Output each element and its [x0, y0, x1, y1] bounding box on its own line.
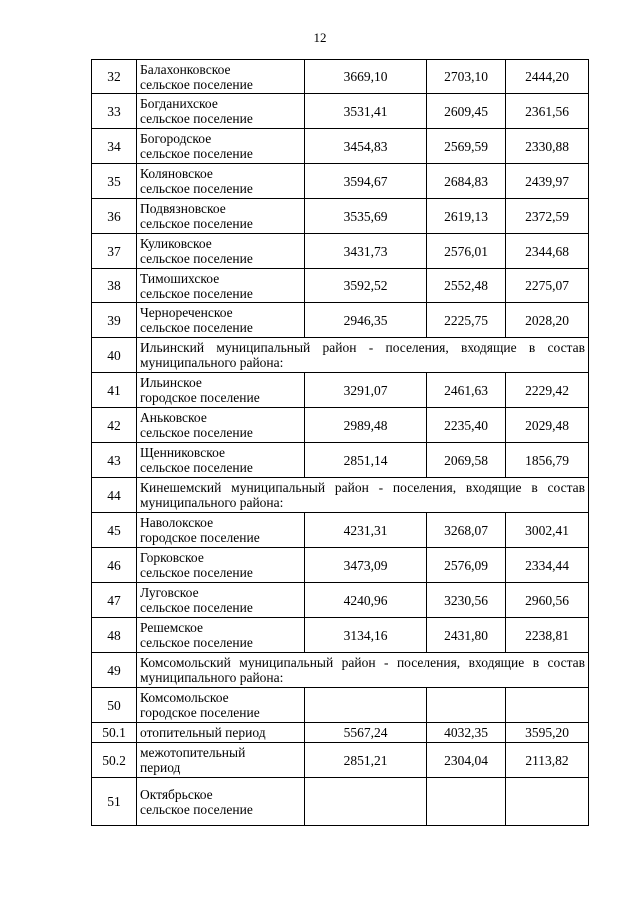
settlement-name-line: Горковское — [140, 550, 204, 565]
settlement-name — [137, 443, 305, 478]
value-col-3: 1856,79 — [506, 443, 589, 478]
district-header: Комсомольский муниципальный район - поселения, входящие в состав муниципального района: — [137, 653, 589, 688]
settlement-name — [137, 373, 305, 408]
settlement-name — [137, 303, 305, 338]
settlement-name-line: сельское поселение — [140, 600, 253, 615]
settlement-name-line: Аньковское — [140, 410, 207, 425]
settlement-name-line: Коляновское — [140, 166, 213, 181]
settlement-name-line: Подвязновское — [140, 201, 226, 216]
value-col-1: 2946,35 — [305, 303, 427, 338]
value-col-2: 2569,59 — [427, 129, 506, 164]
value-col-1 — [305, 688, 427, 723]
value-col-3: 2029,48 — [506, 408, 589, 443]
table-row — [92, 269, 589, 303]
table-row — [92, 129, 589, 164]
settlement-name — [137, 743, 305, 778]
settlement-name — [137, 164, 305, 199]
settlement-name-line: городское поселение — [140, 390, 260, 405]
row-number: 35 — [92, 164, 137, 199]
settlement-name-line: сельское поселение — [140, 801, 253, 817]
value-col-1: 3454,83 — [305, 129, 427, 164]
value-col-2: 2576,09 — [427, 548, 506, 583]
settlement-name-line: период — [140, 760, 181, 775]
value-col-1: 3531,41 — [305, 94, 427, 129]
district-header: Кинешемский муниципальный район - поселения, входящие в состав муниципального района: — [137, 478, 589, 513]
settlement-name-line: Комсомольское — [140, 690, 229, 705]
table-row — [92, 164, 589, 199]
value-col-1: 2851,14 — [305, 443, 427, 478]
value-col-2: 2576,01 — [427, 234, 506, 269]
settlement-name — [137, 723, 305, 743]
settlement-name — [137, 129, 305, 164]
row-number: 42 — [92, 408, 137, 443]
district-header-row — [92, 478, 589, 513]
value-col-3: 2334,44 — [506, 548, 589, 583]
settlement-name-line: Богданихское — [140, 96, 218, 111]
value-col-2: 3230,56 — [427, 583, 506, 618]
value-col-1: 3134,16 — [305, 618, 427, 653]
row-number: 37 — [92, 234, 137, 269]
value-col-3: 2238,81 — [506, 618, 589, 653]
value-col-1: 3594,67 — [305, 164, 427, 199]
value-col-2: 2461,63 — [427, 373, 506, 408]
settlement-name-line: сельское поселение — [140, 76, 253, 92]
settlement-name-line: городское поселение — [140, 705, 260, 720]
value-col-2: 2304,04 — [427, 743, 506, 778]
settlement-name-line: сельское поселение — [140, 425, 253, 440]
settlement-name-line: Решемское — [140, 620, 204, 635]
settlement-name — [137, 513, 305, 548]
settlement-name — [137, 60, 305, 94]
settlement-name-line: Наволокское — [140, 515, 214, 530]
value-col-3: 2229,42 — [506, 373, 589, 408]
value-col-1: 2851,21 — [305, 743, 427, 778]
value-col-1: 3592,52 — [305, 269, 427, 303]
table-row — [92, 303, 589, 338]
settlement-name-line: межотопительный — [140, 745, 246, 760]
value-col-3: 2361,56 — [506, 94, 589, 129]
value-col-3: 2960,56 — [506, 583, 589, 618]
settlement-name — [137, 269, 305, 303]
settlement-name-line: сельское поселение — [140, 635, 253, 650]
settlement-name — [137, 688, 305, 723]
value-col-2: 2431,80 — [427, 618, 506, 653]
table-row — [92, 723, 589, 743]
value-col-1: 4240,96 — [305, 583, 427, 618]
settlement-name-line: городское поселение — [140, 530, 260, 545]
settlement-name — [137, 778, 305, 826]
page-number: 12 — [313, 30, 327, 45]
table-row — [92, 408, 589, 443]
settlement-name-line: Октябрьское — [140, 786, 213, 802]
value-col-3: 2028,20 — [506, 303, 589, 338]
row-number: 45 — [92, 513, 137, 548]
settlement-name — [137, 618, 305, 653]
settlement-name-line: Балахонковское — [140, 61, 231, 77]
row-number: 49 — [92, 653, 137, 688]
table-row — [92, 94, 589, 129]
table-row — [92, 443, 589, 478]
value-col-1: 2989,48 — [305, 408, 427, 443]
settlement-name — [137, 234, 305, 269]
value-col-2: 2609,45 — [427, 94, 506, 129]
value-col-2: 2552,48 — [427, 269, 506, 303]
value-col-3: 2439,97 — [506, 164, 589, 199]
settlement-name-line: сельское поселение — [140, 216, 253, 231]
settlement-name — [137, 583, 305, 618]
settlement-name-line: сельское поселение — [140, 146, 253, 161]
settlement-name-line: Богородское — [140, 131, 212, 146]
value-col-1 — [305, 778, 427, 826]
row-number: 50.2 — [92, 743, 137, 778]
value-col-3: 2275,07 — [506, 269, 589, 303]
row-number: 33 — [92, 94, 137, 129]
row-number: 50 — [92, 688, 137, 723]
value-col-2: 2684,83 — [427, 164, 506, 199]
value-col-3: 2444,20 — [506, 60, 589, 94]
settlement-name-line: сельское поселение — [140, 251, 253, 266]
value-col-3: 3002,41 — [506, 513, 589, 548]
row-number: 51 — [92, 778, 137, 826]
row-number: 39 — [92, 303, 137, 338]
value-col-3: 2330,88 — [506, 129, 589, 164]
value-col-2: 3268,07 — [427, 513, 506, 548]
settlement-name-line: Куликовское — [140, 236, 212, 251]
row-number: 40 — [92, 338, 137, 373]
value-col-1: 3431,73 — [305, 234, 427, 269]
value-col-2: 2235,40 — [427, 408, 506, 443]
value-col-3: 2372,59 — [506, 199, 589, 234]
row-number: 36 — [92, 199, 137, 234]
settlement-name-line: сельское поселение — [140, 285, 253, 301]
table-row — [92, 513, 589, 548]
value-col-1: 3291,07 — [305, 373, 427, 408]
row-number: 47 — [92, 583, 137, 618]
settlement-name-line: Ильинское — [140, 375, 202, 390]
row-number: 41 — [92, 373, 137, 408]
value-col-3 — [506, 688, 589, 723]
row-number: 32 — [92, 60, 137, 94]
settlement-name — [137, 199, 305, 234]
row-number: 34 — [92, 129, 137, 164]
table-row — [92, 199, 589, 234]
settlement-name-line: сельское поселение — [140, 320, 253, 335]
settlement-name-line: Тимошихское — [140, 270, 220, 286]
table-row — [92, 234, 589, 269]
value-col-1: 3535,69 — [305, 199, 427, 234]
row-number: 50.1 — [92, 723, 137, 743]
table-row — [92, 373, 589, 408]
settlement-name-line: Луговское — [140, 585, 199, 600]
district-header: Ильинский муниципальный район - поселения, входящие в состав муниципального района: — [137, 338, 589, 373]
value-col-2: 2225,75 — [427, 303, 506, 338]
district-header-row — [92, 653, 589, 688]
settlement-name-line: сельское поселение — [140, 181, 253, 196]
settlement-name-line: сельское поселение — [140, 111, 253, 126]
table-row — [92, 60, 589, 94]
table-row — [92, 548, 589, 583]
table-row — [92, 688, 589, 723]
settlement-name-line: Щенниковское — [140, 445, 225, 460]
settlement-name-line: сельское поселение — [140, 460, 253, 475]
value-col-3: 2344,68 — [506, 234, 589, 269]
settlement-name — [137, 548, 305, 583]
value-col-2: 2703,10 — [427, 60, 506, 94]
settlement-name-line: Чернореченское — [140, 305, 233, 320]
settlement-name-line: сельское поселение — [140, 565, 253, 580]
value-col-2: 4032,35 — [427, 723, 506, 743]
tariff-table — [91, 59, 589, 826]
settlement-name-line: отопительный период — [140, 725, 266, 740]
row-number: 43 — [92, 443, 137, 478]
value-col-3 — [506, 778, 589, 826]
table-row — [92, 743, 589, 778]
value-col-1: 3473,09 — [305, 548, 427, 583]
value-col-1: 4231,31 — [305, 513, 427, 548]
table-row — [92, 618, 589, 653]
row-number: 46 — [92, 548, 137, 583]
settlement-name — [137, 408, 305, 443]
value-col-3: 3595,20 — [506, 723, 589, 743]
value-col-2: 2069,58 — [427, 443, 506, 478]
value-col-2 — [427, 688, 506, 723]
settlement-name — [137, 94, 305, 129]
table-row — [92, 778, 589, 826]
value-col-1: 3669,10 — [305, 60, 427, 94]
value-col-2 — [427, 778, 506, 826]
row-number: 38 — [92, 269, 137, 303]
table-row — [92, 583, 589, 618]
district-header-row — [92, 338, 589, 373]
value-col-3: 2113,82 — [506, 743, 589, 778]
value-col-2: 2619,13 — [427, 199, 506, 234]
value-col-1: 5567,24 — [305, 723, 427, 743]
row-number: 48 — [92, 618, 137, 653]
row-number: 44 — [92, 478, 137, 513]
